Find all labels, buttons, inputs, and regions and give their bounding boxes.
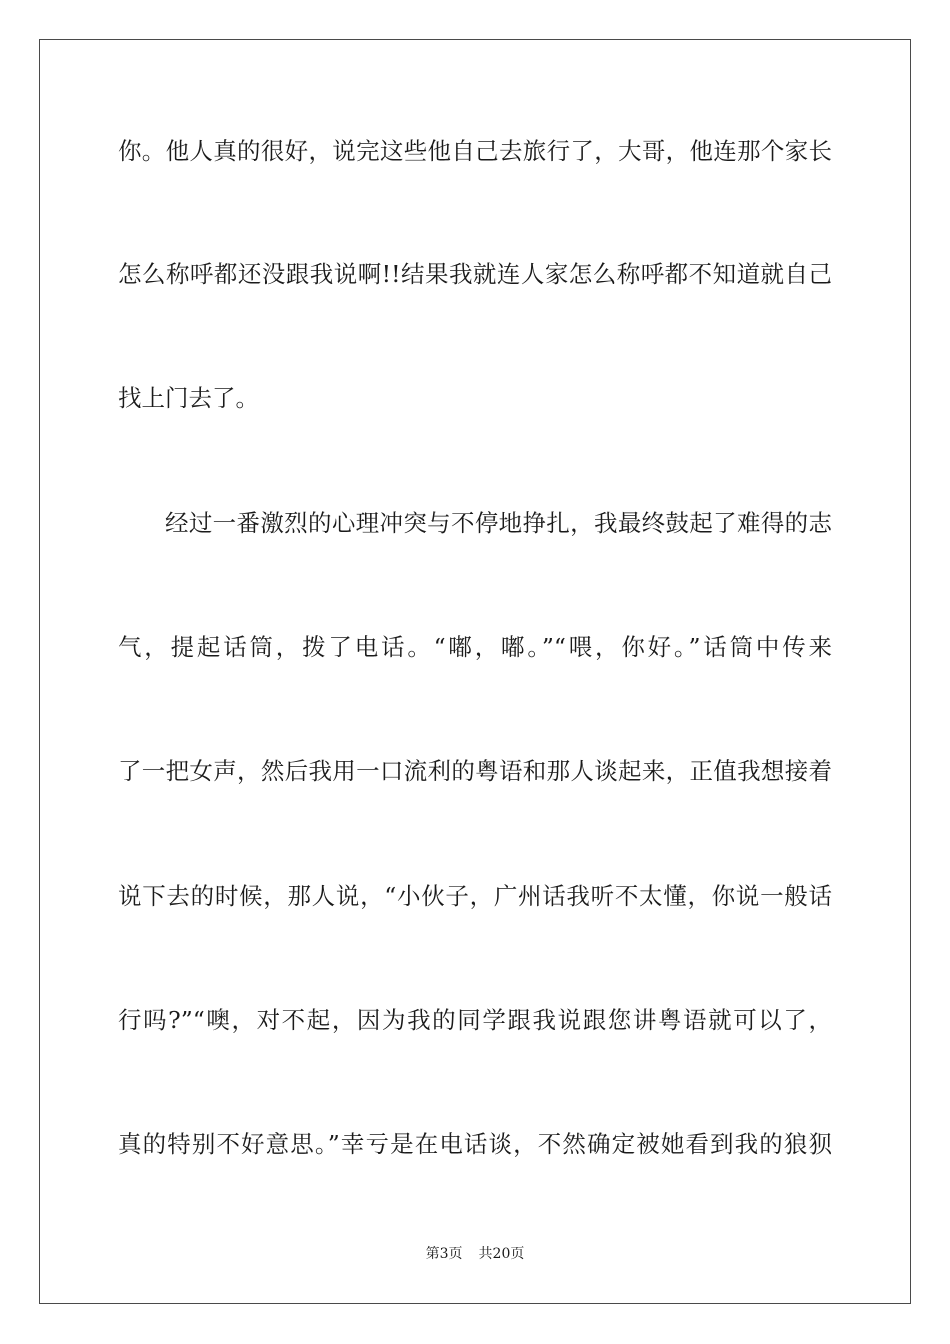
text-line-2: 怎么称呼都还没跟我说啊!!结果我就连人家怎么称呼都不知道就自己: [118, 260, 832, 288]
text-line-1: 你。他人真的很好，说完这些他自己去旅行了，大哥，他连那个家长: [118, 137, 832, 165]
page-number: 第3页: [425, 1246, 463, 1262]
text-line-3: 找上门去了。: [118, 384, 259, 412]
text-line-9: 真的特别不好意思。”幸亏是在电话谈，不然确定被她看到我的狼狈: [118, 1130, 832, 1158]
text-line-6: 了一把女声，然后我用一口流利的粤语和那人谈起来，正值我想接着: [118, 757, 832, 785]
text-line-4-paragraph-start: 经过一番激烈的心理冲突与不停地挣扎，我最终鼓起了难得的志: [165, 509, 832, 537]
text-line-5: 气，提起话筒，拨了电话。“嘟，嘟。”“喂，你好。”话筒中传来: [118, 633, 832, 661]
page-border: [39, 39, 911, 1304]
text-line-7: 说下去的时候，那人说，“小伙子，广州话我听不太懂，你说一般话: [118, 882, 832, 910]
page-footer: [0, 1244, 950, 1264]
page-total: 共20页: [478, 1246, 525, 1262]
text-line-8: 行吗?”“噢，对不起，因为我的同学跟我说跟您讲粤语就可以了，: [118, 1006, 832, 1034]
